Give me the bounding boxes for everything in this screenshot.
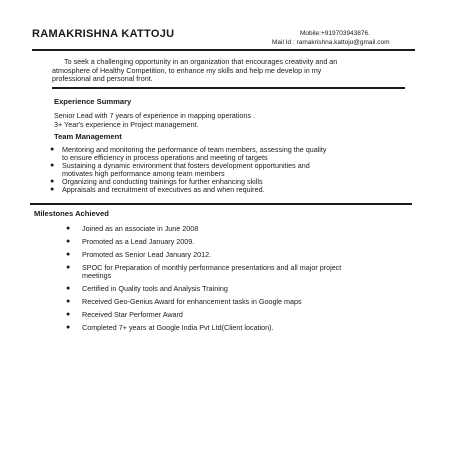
list-item: ● Sustaining a dynamic environment that fosters development opportunities and motivates high performance among team members <box>50 161 310 179</box>
list-item: ● SPOC for Preparation of monthly performance presentations and all major project meetings <box>66 262 342 281</box>
bullet-icon: ● <box>66 250 71 258</box>
list-item: ● Appraisals and recruitment of executives as and when required. <box>50 185 265 195</box>
experience-line: 3+ Year's experience in Project management. <box>54 119 199 129</box>
list-item: ● Promoted as Senior Lead January 2012. <box>66 249 212 259</box>
career-objective <box>52 58 402 84</box>
list-item: ● Certified in Quality tools and Analysis Training <box>66 284 228 294</box>
bullet-icon: ● <box>50 178 55 186</box>
bullet-icon: ● <box>66 285 71 293</box>
bullet-icon: ● <box>66 263 71 271</box>
milestones-list <box>66 225 396 337</box>
list-item: ● Received Geo-Genius Award for enhancement tasks in Google maps <box>66 297 302 307</box>
bullet-icon: ● <box>66 237 71 245</box>
bullet-icon: ● <box>50 186 55 194</box>
experience-line: Senior Lead with 7 years of experience in mapping operations . <box>54 111 255 120</box>
list-item: ● Joined as an associate in June 2008 <box>66 224 199 233</box>
list-item: ● Mentoring and monitoring the performance of team members, assessing the quality to ensure efficiency in process operations and meeting of targets <box>50 145 327 163</box>
experience-summary <box>54 112 394 129</box>
milestones-heading: Milestones Achieved <box>34 209 109 218</box>
list-item: ● Completed 7+ years at Google India Pvt Ltd(Client location). <box>66 322 274 332</box>
team-management-list <box>50 146 410 195</box>
list-item: ● Organizing and conducting trainings for further enhancing skills <box>50 177 263 187</box>
objective-line: professional and personal front. <box>52 74 153 84</box>
bullet-icon: ● <box>66 310 71 318</box>
bullet-icon: ● <box>50 162 55 170</box>
objective-line: atmosphere of Healthy Competition, to enhance my skills and help me develop in my <box>52 65 322 75</box>
bullet-icon: ● <box>66 225 71 232</box>
email-address: Mail Id : ramakrishna.kattoju@gmail.com <box>272 39 390 46</box>
header-divider <box>32 49 415 51</box>
milestones-divider <box>30 203 412 205</box>
bullet-icon: ● <box>66 298 71 306</box>
objective-line: To seek a challenging opportunity in an organization that encourages creativity and an <box>64 57 338 66</box>
mobile-number: Mobile:+919703943876. <box>300 30 370 37</box>
bullet-icon: ● <box>66 323 71 331</box>
team-management-heading: Team Management <box>54 132 122 141</box>
objective-divider <box>52 87 405 89</box>
bullet-icon: ● <box>50 146 55 153</box>
list-item: ● Received Star Performer Award <box>66 309 183 319</box>
experience-summary-heading: Experience Summary <box>54 97 132 106</box>
candidate-name: RAMAKRISHNA KATTOJU <box>32 28 175 40</box>
list-item: ● Promoted as a Lead January 2009. <box>66 236 195 246</box>
